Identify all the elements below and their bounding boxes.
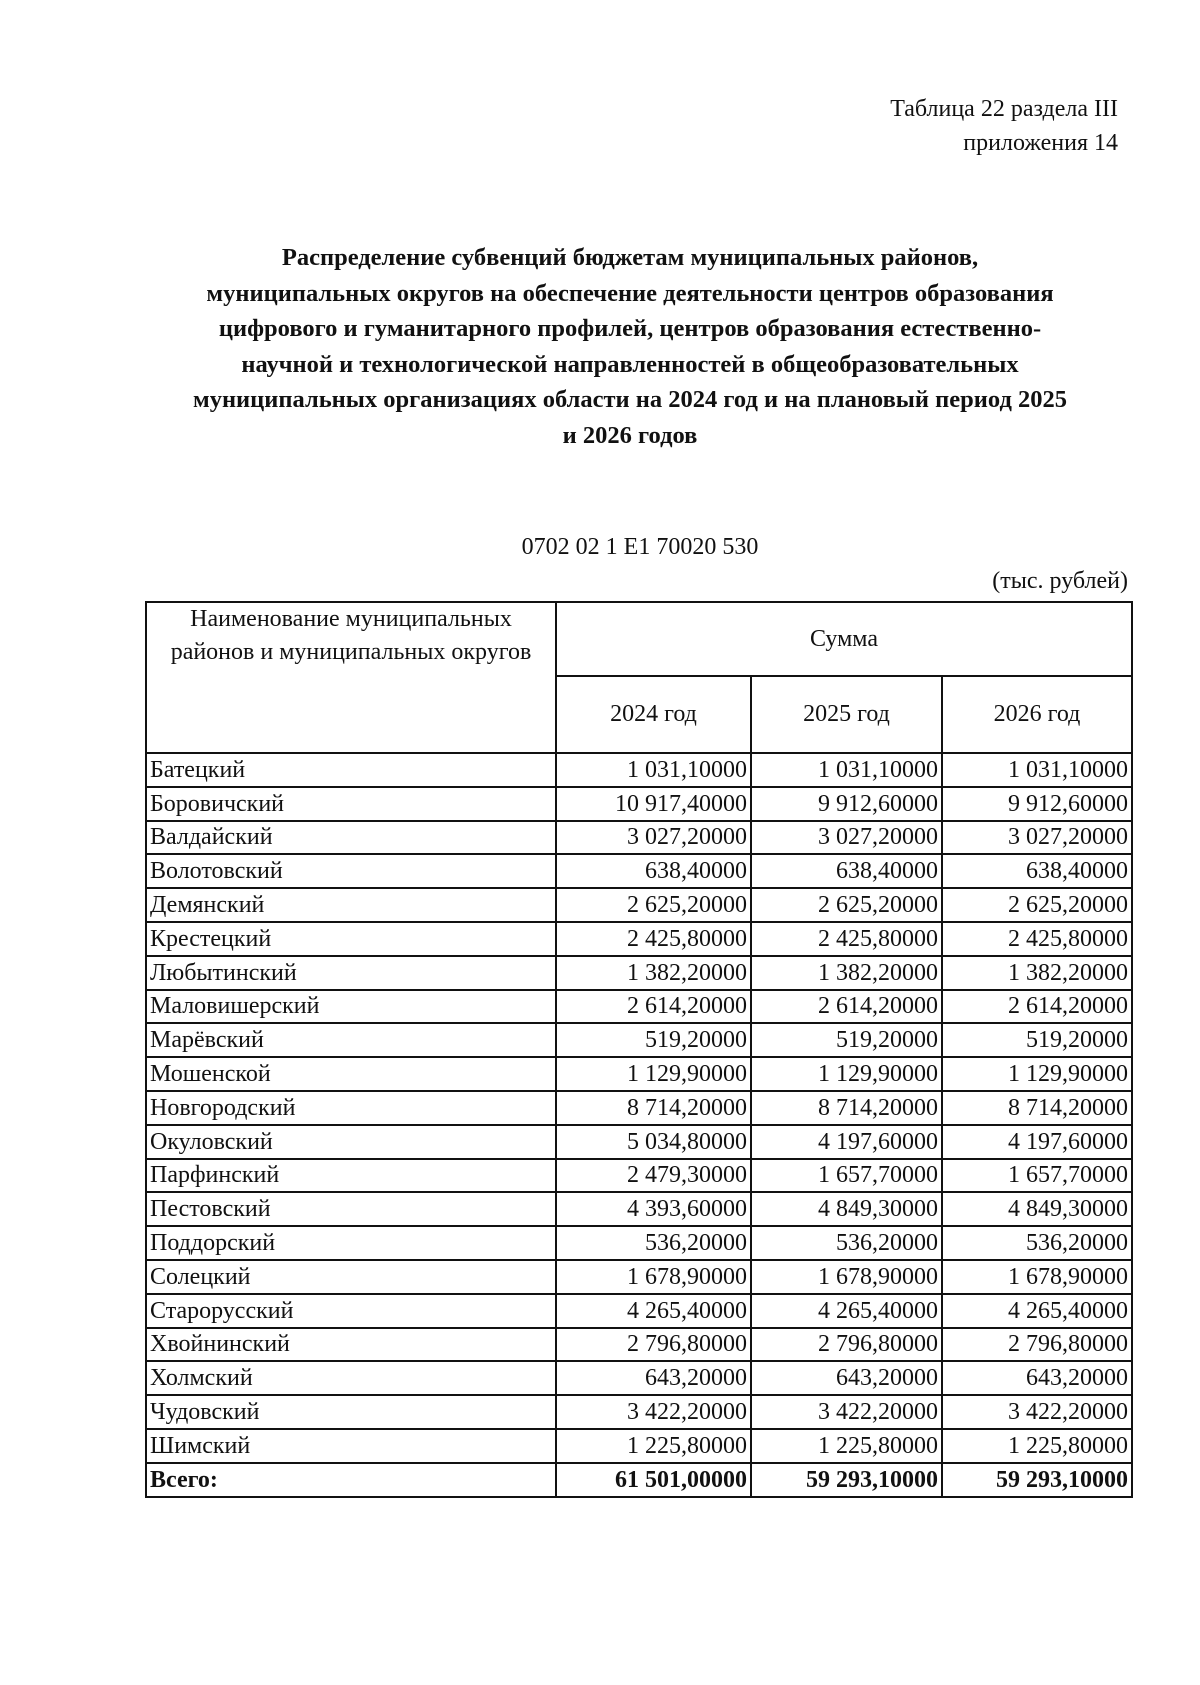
budget-code: 0702 02 1 E1 70020 530 [521, 534, 759, 560]
reference-line-1: Таблица 22 раздела III [890, 96, 1118, 122]
district-name: Волотовский [146, 854, 556, 888]
district-name: Пестовский [146, 1192, 556, 1226]
title-line: цифрового и гуманитарного профилей, центров образования естественно- [218, 315, 1042, 342]
amount-2025: 4 849,30000 [751, 1192, 942, 1226]
title-line: муниципальных организациях области на 2024 год и на плановый период 2025 [193, 386, 1067, 413]
table-row [146, 1294, 1132, 1328]
amount-2024: 4 265,40000 [556, 1294, 751, 1328]
amount-2026: 1 382,20000 [942, 956, 1132, 990]
header-year-2025: 2025 год [751, 676, 942, 753]
amount-2026: 2 625,20000 [942, 888, 1132, 922]
amount-2025: 1 382,20000 [751, 956, 942, 990]
amount-2025: 9 912,60000 [751, 787, 942, 821]
amount-2024: 519,20000 [556, 1023, 751, 1057]
amount-2025: 536,20000 [751, 1226, 942, 1260]
amount-2026: 1 129,90000 [942, 1057, 1132, 1091]
district-name: Солецкий [146, 1260, 556, 1294]
title-line: и 2026 годов [562, 421, 698, 449]
district-name: Валдайский [146, 821, 556, 855]
total-2025: 59 293,10000 [751, 1463, 942, 1497]
table-reference [890, 92, 1118, 160]
amount-2026: 2 425,80000 [942, 922, 1132, 956]
amount-2025: 3 027,20000 [751, 821, 942, 855]
table-row [146, 854, 1132, 888]
table-row [146, 1091, 1132, 1125]
amount-2024: 1 031,10000 [556, 753, 751, 787]
amount-2025: 1 129,90000 [751, 1057, 942, 1091]
amount-2024: 2 625,20000 [556, 888, 751, 922]
amount-2026: 519,20000 [942, 1023, 1132, 1057]
amount-2026: 1 031,10000 [942, 753, 1132, 787]
amount-2026: 4 265,40000 [942, 1294, 1132, 1328]
amount-2026: 1 657,70000 [942, 1159, 1132, 1193]
amount-2024: 638,40000 [556, 854, 751, 888]
amount-2025: 1 225,80000 [751, 1429, 942, 1463]
district-name: Хвойнинский [146, 1328, 556, 1362]
amount-2025: 2 425,80000 [751, 922, 942, 956]
amount-2026: 3 027,20000 [942, 821, 1132, 855]
total-row [146, 1463, 1132, 1497]
district-name: Любытинский [146, 956, 556, 990]
table-row [146, 1125, 1132, 1159]
title-line: научной и технологической направленностей в общеобразовательных [241, 350, 1019, 378]
amount-2026: 638,40000 [942, 854, 1132, 888]
amount-2025: 1 657,70000 [751, 1159, 942, 1193]
units-label: (тыс. рублей) [992, 568, 1128, 594]
district-name: Чудовский [146, 1395, 556, 1429]
district-name: Старорусский [146, 1294, 556, 1328]
table-row [146, 888, 1132, 922]
amount-2026: 4 197,60000 [942, 1125, 1132, 1159]
amount-2024: 10 917,40000 [556, 787, 751, 821]
amount-2025: 2 796,80000 [751, 1328, 942, 1362]
amount-2024: 2 425,80000 [556, 922, 751, 956]
amount-2025: 2 625,20000 [751, 888, 942, 922]
district-name: Мошенской [146, 1057, 556, 1091]
amount-2025: 8 714,20000 [751, 1091, 942, 1125]
district-name: Маловишерский [146, 990, 556, 1024]
title-line: Распределение субвенций бюджетам муниципальных районов, [281, 244, 979, 271]
amount-2024: 5 034,80000 [556, 1125, 751, 1159]
amount-2024: 8 714,20000 [556, 1091, 751, 1125]
amount-2025: 2 614,20000 [751, 990, 942, 1024]
table-row [146, 1328, 1132, 1362]
district-name: Новгородский [146, 1091, 556, 1125]
district-name: Окуловский [146, 1125, 556, 1159]
amount-2025: 1 678,90000 [751, 1260, 942, 1294]
table-row [146, 787, 1132, 821]
amount-2024: 3 422,20000 [556, 1395, 751, 1429]
amount-2025: 638,40000 [751, 854, 942, 888]
document-title [135, 240, 1125, 453]
amount-2026: 1 225,80000 [942, 1429, 1132, 1463]
amount-2025: 4 197,60000 [751, 1125, 942, 1159]
table-row [146, 1057, 1132, 1091]
table-row [146, 1429, 1132, 1463]
amount-2024: 4 393,60000 [556, 1192, 751, 1226]
table-row [146, 821, 1132, 855]
total-2024: 61 501,00000 [556, 1463, 751, 1497]
district-name: Поддорский [146, 1226, 556, 1260]
amount-2025: 1 031,10000 [751, 753, 942, 787]
amount-2026: 2 614,20000 [942, 990, 1132, 1024]
header-name: Наименование муниципальных районов и муниципальных округов [146, 602, 556, 753]
district-name: Шимский [146, 1429, 556, 1463]
table-row [146, 956, 1132, 990]
table-row [146, 922, 1132, 956]
district-name: Крестецкий [146, 922, 556, 956]
total-label: Всего: [146, 1463, 556, 1497]
amount-2024: 1 225,80000 [556, 1429, 751, 1463]
amount-2026: 536,20000 [942, 1226, 1132, 1260]
district-name: Холмский [146, 1361, 556, 1395]
amount-2025: 4 265,40000 [751, 1294, 942, 1328]
table-row [146, 1260, 1132, 1294]
amount-2026: 4 849,30000 [942, 1192, 1132, 1226]
reference-line-2: приложения 14 [963, 130, 1118, 156]
district-name: Марёвский [146, 1023, 556, 1057]
table-row [146, 1192, 1132, 1226]
amount-2024: 536,20000 [556, 1226, 751, 1260]
total-2026: 59 293,10000 [942, 1463, 1132, 1497]
title-line: муниципальных округов на обеспечение деятельности центров образования [206, 279, 1054, 307]
district-name: Парфинский [146, 1159, 556, 1193]
district-name: Батецкий [146, 753, 556, 787]
amount-2024: 1 382,20000 [556, 956, 751, 990]
amount-2025: 3 422,20000 [751, 1395, 942, 1429]
amount-2024: 1 129,90000 [556, 1057, 751, 1091]
table-row [146, 753, 1132, 787]
header-year-2024: 2024 год [556, 676, 751, 753]
amount-2026: 3 422,20000 [942, 1395, 1132, 1429]
header-year-2026: 2026 год [942, 676, 1132, 753]
district-name: Демянский [146, 888, 556, 922]
amount-2026: 1 678,90000 [942, 1260, 1132, 1294]
table-row [146, 1226, 1132, 1260]
table-row [146, 990, 1132, 1024]
amount-2024: 2 479,30000 [556, 1159, 751, 1193]
table-row [146, 1361, 1132, 1395]
amount-2026: 8 714,20000 [942, 1091, 1132, 1125]
amount-2024: 1 678,90000 [556, 1260, 751, 1294]
table-row [146, 1395, 1132, 1429]
amount-2024: 2 614,20000 [556, 990, 751, 1024]
district-name: Боровичский [146, 787, 556, 821]
amount-2025: 519,20000 [751, 1023, 942, 1057]
amount-2025: 643,20000 [751, 1361, 942, 1395]
amount-2024: 3 027,20000 [556, 821, 751, 855]
amount-2026: 643,20000 [942, 1361, 1132, 1395]
table-row [146, 1023, 1132, 1057]
amount-2026: 2 796,80000 [942, 1328, 1132, 1362]
amount-2024: 643,20000 [556, 1361, 751, 1395]
table-row [146, 1159, 1132, 1193]
header-sum: Сумма [556, 602, 1132, 676]
amount-2026: 9 912,60000 [942, 787, 1132, 821]
subvention-table [145, 601, 1133, 1498]
amount-2024: 2 796,80000 [556, 1328, 751, 1362]
